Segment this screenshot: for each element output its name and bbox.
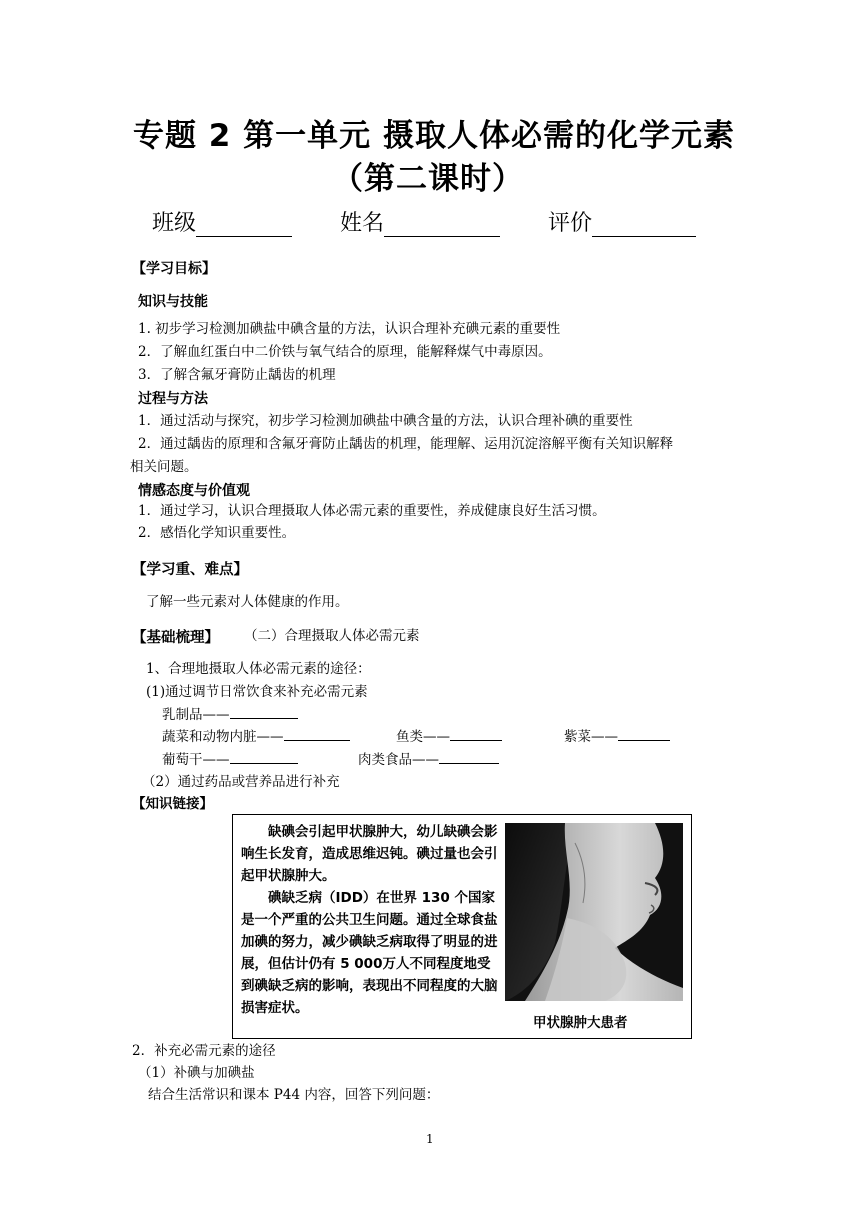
keypoints-heading: 【学习重、难点】 (132, 562, 248, 578)
basics-line: （2）通过药品或营养品进行补充 (142, 774, 340, 790)
knowledge-item: 1. 初步学习检测加碘盐中碘含量的方法，认识合理补充碘元素的重要性 (138, 321, 561, 337)
basics-line: 1、合理地摄取人体必需元素的途径： (146, 661, 371, 677)
knowledge-item: 2．了解血红蛋白中二价铁与氧气结合的原理，能解释煤气中毒原因。 (138, 344, 552, 360)
eval-field[interactable] (548, 206, 696, 237)
page-subtitle: （第二课时） (332, 161, 524, 197)
name-label: 姓名 (340, 211, 385, 236)
meat-blank[interactable] (439, 749, 499, 764)
basics-line: (1)通过调节日常饮食来补充必需元素 (146, 684, 368, 700)
fish-blank[interactable] (450, 726, 502, 741)
emotion-item: 1．通过学习，认识合理摄取人体必需元素的重要性，养成健康良好生活习惯。 (138, 503, 606, 519)
infobox-para: 缺碘会引起甲状腺肿大，幼儿缺碘会影响生长发育，造成思维迟钝。碘过量也会引起甲状腺肿大。 (241, 824, 498, 884)
class-blank[interactable] (196, 214, 292, 237)
eval-label: 评价 (548, 211, 593, 236)
fish-item: 鱼类—— (396, 726, 502, 748)
goiter-photo-illustration (505, 823, 683, 1001)
knowledge-heading: 知识与技能 (138, 294, 208, 310)
veg-item: 蔬菜和动物内脏—— (162, 726, 350, 748)
keypoints-text: 了解一些元素对人体健康的作用。 (146, 594, 349, 610)
process-item: 1．通过活动与探究，初步学习检测加碘盐中碘含量的方法，认识合理补碘的重要性 (138, 413, 633, 429)
raisin-item: 葡萄干—— (162, 749, 298, 771)
name-field[interactable] (340, 206, 500, 237)
knowledge-link-box (232, 814, 692, 1039)
infobox-text (241, 821, 503, 1019)
dairy-item: 乳制品—— (162, 704, 298, 726)
seaweed-blank[interactable] (618, 726, 670, 741)
section2-line: 结合生活常识和课本 P44 内容，回答下列问题： (148, 1087, 440, 1103)
dairy-blank[interactable] (230, 704, 298, 719)
name-blank[interactable] (384, 214, 500, 237)
link-heading: 【知识链接】 (132, 796, 213, 812)
eval-blank[interactable] (592, 214, 696, 237)
meat-item: 肉类食品—— (358, 749, 499, 771)
goiter-patient-photo (505, 823, 683, 1001)
class-label: 班级 (152, 211, 197, 236)
photo-caption: 甲状腺肿大患者 (533, 1015, 628, 1031)
basics-subheading: （二）合理摄取人体必需元素 (244, 628, 420, 644)
knowledge-item: 3．了解含氟牙膏防止龋齿的机理 (138, 367, 336, 383)
section2-line: 2．补充必需元素的途径 (132, 1043, 276, 1059)
objectives-heading: 【学习目标】 (132, 261, 216, 277)
emotion-item: 2．感悟化学知识重要性。 (138, 525, 296, 541)
process-item: 相关问题。 (130, 459, 198, 475)
section2-line: （1）补碘与加碘盐 (138, 1065, 255, 1081)
veg-blank[interactable] (284, 726, 350, 741)
process-heading: 过程与方法 (138, 391, 208, 407)
seaweed-item: 紫菜—— (564, 726, 670, 748)
page-number: 1 (426, 1132, 434, 1146)
raisin-blank[interactable] (230, 749, 298, 764)
basics-heading: 【基础梳理】 (132, 630, 219, 646)
emotion-heading: 情感态度与价值观 (138, 483, 250, 499)
class-field[interactable] (152, 206, 292, 237)
infobox-para: 碘缺乏病（IDD）在世界 130 个国家是一个严重的公共卫生问题。通过全球食盐加碘的努力，减少碘缺乏病取得了明显的进展，但估计仍有 5 000万人不同程度地受到碘缺乏病的影响，表现出不同程度的大脑损害症状。 (241, 890, 498, 1016)
process-item: 2．通过龋齿的原理和含氟牙膏防止龋齿的机理，能理解、运用沉淀溶解平衡有关知识解释 (138, 436, 674, 452)
page-title: 专题 2 第一单元 摄取人体必需的化学元素 (133, 118, 735, 154)
